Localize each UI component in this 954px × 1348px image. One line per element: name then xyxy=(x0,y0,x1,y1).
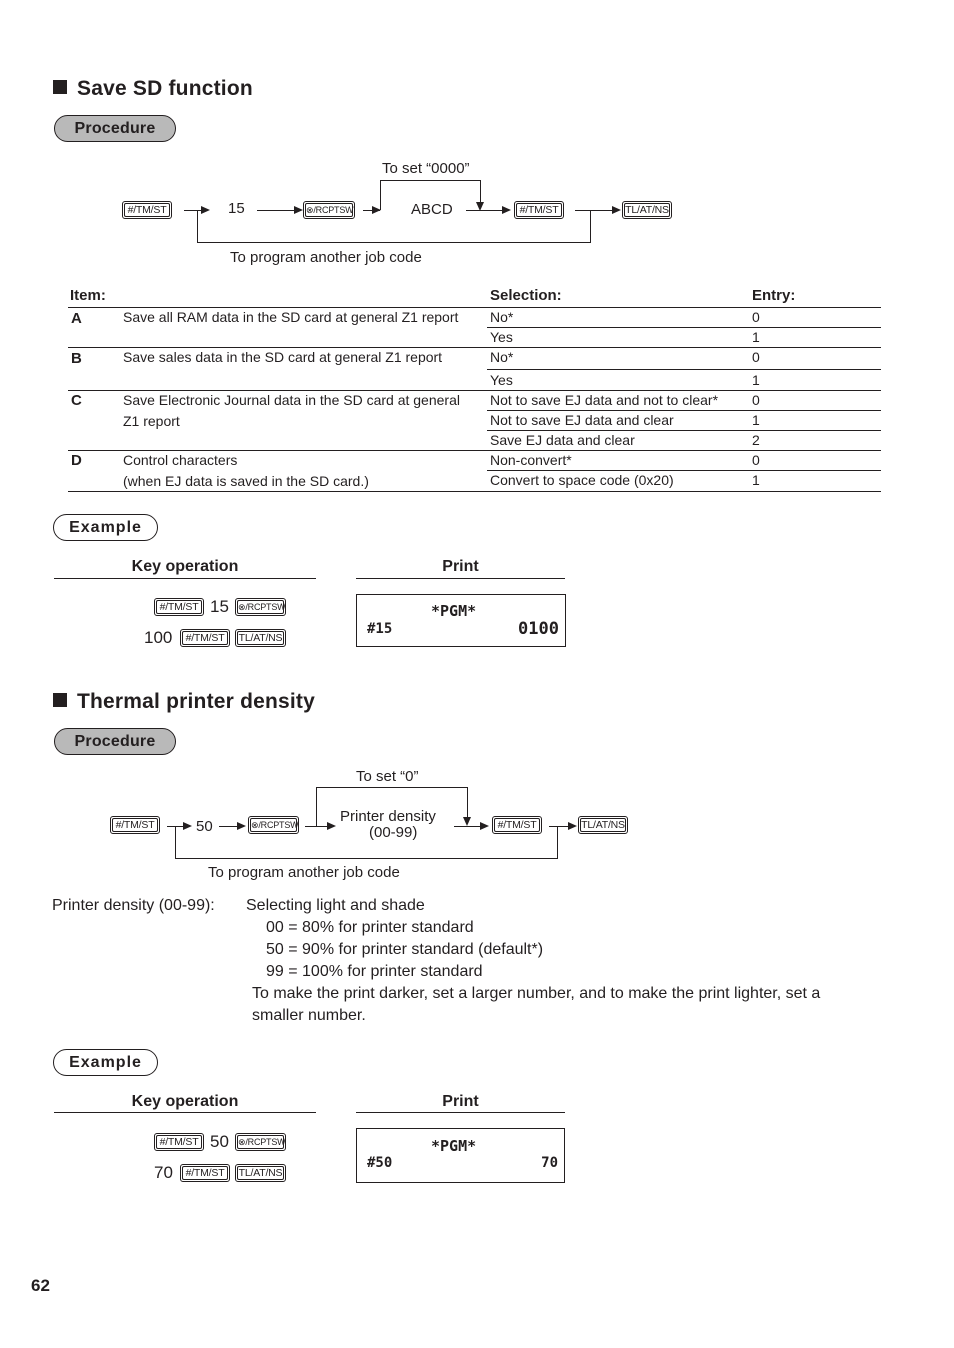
flow-to-set-label: To set “0000” xyxy=(382,160,470,177)
table-item-label: A xyxy=(71,310,82,327)
table-entry: 0 xyxy=(752,392,760,408)
arrow-right-icon xyxy=(568,822,577,830)
table-rule xyxy=(68,491,881,492)
header-rule xyxy=(356,578,565,579)
table-entry: 1 xyxy=(752,412,760,428)
table-item-desc: Control characters xyxy=(123,452,238,468)
key-op-value: 100 xyxy=(144,628,173,647)
table-selection: Not to save EJ data and clear xyxy=(490,412,674,428)
arrow-right-icon xyxy=(201,206,210,214)
receipt-print xyxy=(356,1128,565,1183)
table-rule xyxy=(68,390,881,391)
table-item-desc: Z1 report xyxy=(123,413,180,429)
arrow-right-icon xyxy=(183,822,192,830)
flow-to-set-label: To set “0” xyxy=(356,768,419,785)
table-entry: 0 xyxy=(752,452,760,468)
density-heading: Selecting light and shade xyxy=(246,897,425,914)
section-title-text: Save SD function xyxy=(77,77,253,100)
key-tm-st: #/TM/ST xyxy=(492,816,542,834)
table-selection: No* xyxy=(490,349,514,365)
flow-line xyxy=(480,180,481,202)
table-selection: No* xyxy=(490,309,514,325)
key-tm-st: #/TM/ST xyxy=(180,629,230,647)
flow-value: 15 xyxy=(228,200,245,217)
section-title-thermal xyxy=(53,690,315,714)
key-tl-at-ns: TL/AT/NS xyxy=(235,629,286,647)
flow-entry-line2: (00-99) xyxy=(369,824,418,841)
arrow-right-icon xyxy=(502,206,511,214)
section-title-text: Thermal printer density xyxy=(77,690,315,713)
table-entry: 2 xyxy=(752,432,760,448)
bullet-square-icon xyxy=(53,80,67,94)
table-selection: Yes xyxy=(490,372,513,388)
key-op-value: 15 xyxy=(210,597,229,616)
loop-line xyxy=(590,210,591,243)
loop-line xyxy=(197,242,591,243)
table-entry: 1 xyxy=(752,372,760,388)
arrow-right-icon xyxy=(294,206,303,214)
flow-line xyxy=(184,210,202,211)
arrow-right-icon xyxy=(480,822,489,830)
table-rule xyxy=(487,430,881,431)
procedure-badge: Procedure xyxy=(54,115,176,142)
arrow-right-icon xyxy=(327,822,336,830)
flow-line xyxy=(316,787,317,827)
key-tm-st: #/TM/ST xyxy=(180,1164,230,1182)
flow-line xyxy=(549,826,569,827)
table-item-label: C xyxy=(71,392,82,409)
table-rule xyxy=(487,470,881,471)
header-rule xyxy=(356,1112,565,1113)
flow-line xyxy=(575,210,613,211)
print-right: 0100 xyxy=(518,619,559,639)
key-op-value: 70 xyxy=(154,1163,173,1182)
key-tm-st: #/TM/ST xyxy=(110,816,160,834)
flow-value: 50 xyxy=(196,818,213,835)
table-rule xyxy=(487,327,881,328)
density-note: smaller number. xyxy=(252,1007,366,1024)
flow-line xyxy=(305,826,329,827)
table-entry: 0 xyxy=(752,309,760,325)
loop-line xyxy=(557,826,558,859)
table-entry: 0 xyxy=(752,349,760,365)
print-left: #50 xyxy=(367,1155,393,1171)
key-tm-st: #/TM/ST xyxy=(154,1133,204,1151)
table-selection: Convert to space code (0x20) xyxy=(490,472,674,488)
print-right: 70 xyxy=(541,1155,558,1171)
section-title-save-sd xyxy=(53,77,253,101)
bullet-square-icon xyxy=(53,693,67,707)
print-header: Print xyxy=(442,1093,479,1110)
table-rule xyxy=(68,450,881,451)
table-entry: 1 xyxy=(752,472,760,488)
flow-line xyxy=(316,787,468,788)
arrow-right-icon xyxy=(612,206,621,214)
flow-line xyxy=(219,826,238,827)
receipt-print xyxy=(356,594,566,647)
flow-loop-label: To program another job code xyxy=(208,864,400,881)
key-rcpt-sw: ⊗/RCPTSW xyxy=(248,816,299,834)
flow-entry-abcd: ABCD xyxy=(411,201,453,218)
key-tl-at-ns: TL/AT/NS xyxy=(235,1164,286,1182)
table-selection: Not to save EJ data and not to clear* xyxy=(490,392,719,408)
table-rule xyxy=(68,347,881,348)
table-header-item: Item: xyxy=(70,287,106,304)
flow-entry-line1: Printer density xyxy=(340,808,436,825)
example-badge: Example xyxy=(53,1049,158,1076)
key-rcpt-sw: ⊗/RCPTSW xyxy=(235,1133,286,1151)
key-operation-header: Key operation xyxy=(131,1093,239,1110)
flow-line xyxy=(257,210,295,211)
print-title: *PGM* xyxy=(431,602,477,620)
table-item-desc: Save all RAM data in the SD card at general Z1 report xyxy=(123,309,459,325)
header-rule xyxy=(54,1112,316,1113)
example-badge: Example xyxy=(53,514,158,541)
table-item-desc: Save Electronic Journal data in the SD card at general xyxy=(123,392,460,408)
loop-line xyxy=(175,858,558,859)
page-number: 62 xyxy=(31,1276,50,1295)
table-rule xyxy=(487,369,881,370)
key-rcpt-sw: ⊗/RCPTSW xyxy=(303,201,355,219)
table-rule xyxy=(68,307,881,308)
print-title: *PGM* xyxy=(431,1137,477,1155)
header-rule xyxy=(54,578,316,579)
loop-line xyxy=(197,210,198,243)
key-operation-header: Key operation xyxy=(131,558,239,575)
key-tm-st: #/TM/ST xyxy=(154,598,204,616)
density-item: 99 = 100% for printer standard xyxy=(266,963,483,980)
density-item: 50 = 90% for printer standard (default*) xyxy=(266,941,544,958)
flow-line xyxy=(466,210,503,211)
table-rule xyxy=(487,410,881,411)
table-header-entry: Entry: xyxy=(752,287,796,304)
loop-line xyxy=(175,826,176,859)
table-selection: Non-convert* xyxy=(490,452,572,468)
flow-line xyxy=(467,787,468,817)
table-item-label: D xyxy=(71,452,82,469)
flow-line xyxy=(380,180,480,181)
density-note: To make the print darker, set a larger number, and to make the print lighter, set a xyxy=(252,985,821,1002)
print-header: Print xyxy=(442,558,479,575)
procedure-badge: Procedure xyxy=(54,728,176,755)
arrow-down-icon xyxy=(463,817,471,826)
key-tl-at-ns: TL/AT/NS xyxy=(622,201,672,219)
flow-line xyxy=(454,826,481,827)
table-header-selection: Selection: xyxy=(490,287,562,304)
density-label: Printer density (00-99): xyxy=(52,897,215,914)
print-left: #15 xyxy=(367,621,393,637)
flow-loop-label: To program another job code xyxy=(230,249,422,266)
table-selection: Yes xyxy=(490,329,513,345)
flow-line xyxy=(380,180,381,210)
table-item-desc: (when EJ data is saved in the SD card.) xyxy=(123,473,369,489)
density-item: 00 = 80% for printer standard xyxy=(266,919,474,936)
table-entry: 1 xyxy=(752,329,760,345)
table-item-desc: Save sales data in the SD card at general Z1 report xyxy=(123,349,443,365)
key-tm-st: #/TM/ST xyxy=(514,201,564,219)
arrow-right-icon xyxy=(237,822,246,830)
table-item-label: B xyxy=(71,350,82,367)
key-tl-at-ns: TL/AT/NS xyxy=(578,816,628,834)
key-op-value: 50 xyxy=(210,1132,229,1151)
key-rcpt-sw: ⊗/RCPTSW xyxy=(235,598,286,616)
key-tm-st: #/TM/ST xyxy=(122,201,172,219)
table-selection: Save EJ data and clear xyxy=(490,432,635,448)
